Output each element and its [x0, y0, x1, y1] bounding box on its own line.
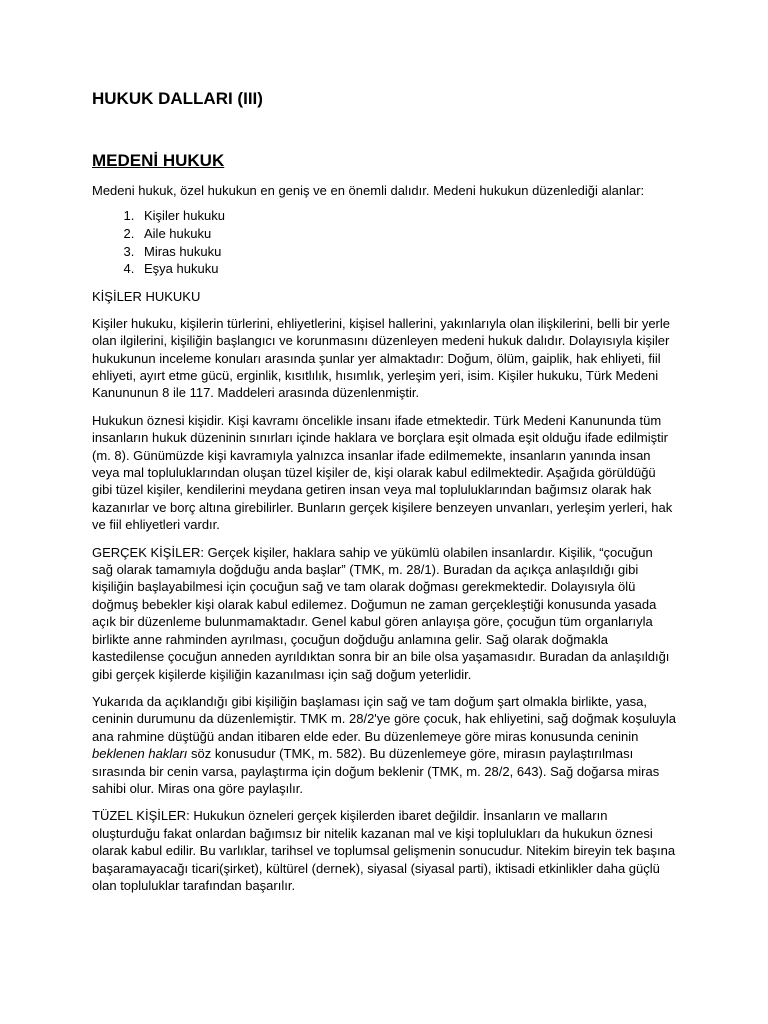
subsection-title-kisiler-hukuku: KİŞİLER HUKUKU [92, 288, 201, 304]
document-title: HUKUK DALLARI (III) [92, 89, 263, 108]
paragraph-cenin-text-a: Yukarıda da açıklandığı gibi kişiliğin başlaması için sağ ve tam doğum şart olmakla birlikte, yasa, ceninin durumunu da düzenlemiştir. TMK m. 28/2'ye göre çocuk, hak ehliyetini, sağ doğmak koşuluyla ana rahmine düştüğü andan itibaren elde eder. Bu düzenlemeye göre miras konusunda ceninin [92, 693, 676, 744]
list-item: 3. Miras hukuku [138, 243, 676, 261]
list-item: 1. Kişiler hukuku [138, 207, 676, 225]
paragraph-hukukun-oznesi: Hukukun öznesi kişidir. Kişi kavramı öncelikle insanı ifade etmektedir. Türk Medeni Kanununda tüm insanların hukuk düzeninin sınırları içinde haklara ve borçlara eşit olmada eşit olduğu ifade edilmiştir (m. 8). Günümüzde kişi kavramıyla yalnızca insanlar ifade edilmemekte, insanların yanında insan veya mal topluluklarından oluşan tüzel kişiler de, kişi olarak kabul edilmektedir. Aşağıda görüldüğü gibi tüzel kişiler, kendilerini meydana getiren insan veya mal topluluklarından bağımsız olarak hak kazanırlar ve borç altına girebilirler. Bunların gerçek kişilere benzeyen unvanları, yerleşim yerleri, hak ve fiil ehliyetleri vardır. [92, 412, 673, 533]
list-item: 2. Aile hukuku [138, 225, 676, 243]
list-item: 4. Eşya hukuku [138, 260, 676, 278]
emphasis-beklenen-haklari: beklenen hakları [92, 746, 188, 762]
paragraph-tuzel-kisiler: TÜZEL KİŞİLER: Hukukun özneleri gerçek kişilerden ibaret değildir. İnsanların ve malların oluşturduğu fakat onlardan bağımsız bir nitelik kazanan mal ve kişi toplulukları da hukukun öznesi olarak kabul edilir. Bu varlıklar, tarihsel ve toplumsal gelişmenin sonucudur. Nitekim bireyin tek başına başaramayacağı ticari(şirket), kültürel (dernek), siyasal (siyasal parti), iktisadi etkinlikler daha güçlü olan topluluklar tarafından başarılır. [92, 808, 676, 893]
intro-paragraph: Medeni hukuk, özel hukukun en geniş ve en önemli dalıdır. Medeni hukukun düzenlediği alanlar: [92, 183, 645, 198]
paragraph-gercek-kisiler: GERÇEK KİŞİLER: Gerçek kişiler, haklara sahip ve yükümlü olabilen insanlardır. Kişilik, “çocuğun sağ olarak tamamıyla doğduğu anda başlar” (TMK, m. 28/1). Buradan da açıkça anlaşıldığı gibi kişiliğin başlayabilmesi için çocuğun sağ ve tam olarak doğması gerekmektedir. Dolayısıyla ölü doğmuş bebekler kişi olarak kabul edilemez. Doğumun ne zaman gerçekleştiği konusunda yasada açık bir düzenleme bulunmamaktadır. Genel kabul gören anlayışa göre, çocuğun tüm organlarıyla birlikte anne rahminden ayrılması, çocuğun doğduğu anlamına gelir. Sağ olarak doğmakla kastedilense çocuğun anneden ayrıldıktan sonra bir an bile olsa yaşamasıdır. Buradan da anlaşıldığı gibi gerçek kişilerde kişiliğin kazanılması için sağ doğum yeterlidir. [92, 544, 670, 682]
paragraph-cenin-text-b: söz konusudur (TMK, m. 582). Bu düzenlemeye göre, mirasın paylaştırılması sırasında bir cenin varsa, paylaştırma için doğum beklenir (TMK, m. 28/2, 643). Sağ doğarsa miras sahibi olur. Miras ona göre paylaşılır. [92, 746, 660, 796]
paragraph-cenin [92, 693, 676, 797]
law-areas-list [92, 207, 676, 277]
paragraph-kisiler-hukuku: Kişiler hukuku, kişilerin türlerini, ehliyetlerini, kişisel hallerini, yakınlarıyla olan ilişkilerini, belli bir yerle olan ilgilerini, kişiliğin başlangıcı ve korunmasını düzenleyen medeni hukuk dalıdır. Dolayısıyla kişiler hukukunun inceleme konuları arasında şunlar yer almaktadır: Doğum, ölüm, gaiplik, hak ehliyeti, fiil ehliyeti, ayırt etme gücü, erginlik, kısıtlılık, hısımlık, yerleşim yeri, isim. Kişiler hukuku, Türk Medeni Kanununun 8 ile 117. Maddeleri arasında düzenlenmiştir. [92, 315, 670, 401]
section-title-medeni-hukuk: MEDENİ HUKUK [92, 151, 225, 170]
